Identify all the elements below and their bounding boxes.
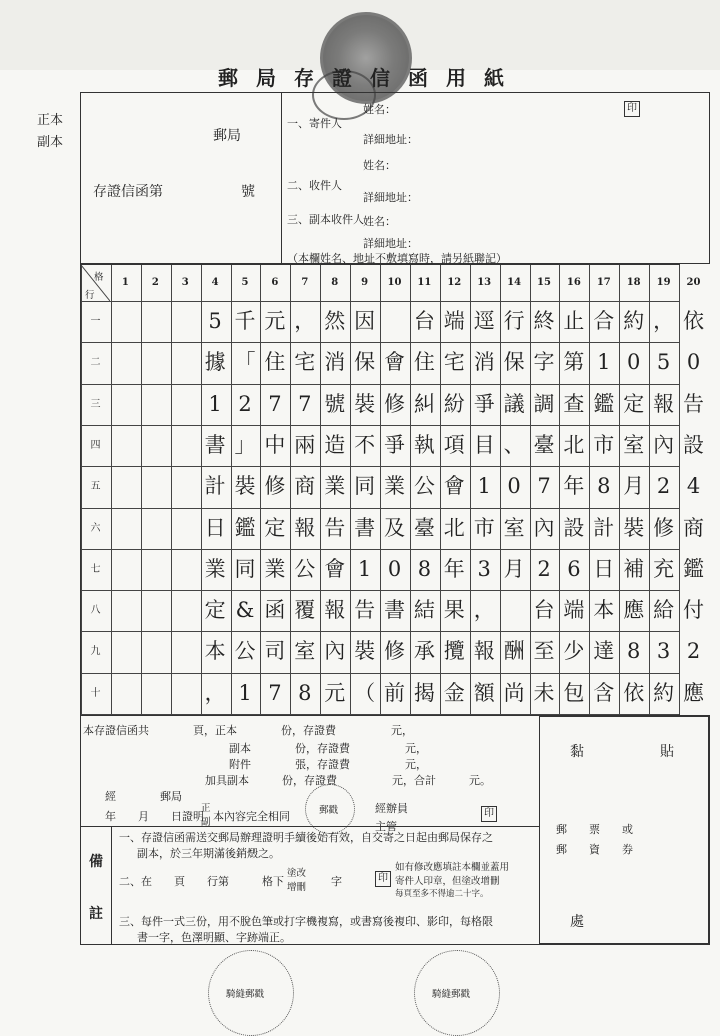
grid-column-header: 11 — [417, 277, 432, 288]
grid-cell: 千 — [234, 309, 256, 333]
grid-cell — [171, 631, 200, 672]
grid-cell: 因 — [354, 309, 376, 333]
grid-cell: 逕 — [473, 309, 495, 333]
grid-cell — [111, 673, 140, 714]
grid-cell: 2 — [238, 391, 252, 416]
grid-cell — [141, 590, 170, 631]
grid-column-header: 19 — [656, 277, 671, 288]
grid-cell: 執 — [413, 432, 435, 457]
grid-cell: 承 — [413, 639, 435, 664]
grid-cell: 報 — [473, 639, 495, 664]
grid-cell: 8 — [298, 680, 312, 705]
stamp-area — [539, 716, 709, 944]
grid-cell: 裝 — [234, 474, 256, 499]
grid-cell: 含 — [593, 680, 615, 705]
grid-cell: （ — [354, 680, 376, 705]
grid-cell: 、 — [503, 432, 525, 457]
grid-cell: 同 — [234, 556, 256, 581]
grid-column-header: 8 — [331, 277, 339, 288]
receiver-name-label: 姓名： — [363, 159, 396, 172]
grid-cell: 商 — [683, 515, 704, 540]
grid-cell: 字 — [533, 350, 555, 375]
seam-seal-left-label: 騎縫郵戳 — [226, 989, 265, 1000]
header-block — [80, 92, 710, 264]
note-3b: 書一字，色澤明顯、字跡端正。 — [137, 931, 291, 944]
grid-cell — [141, 466, 170, 507]
grid-cell: 3 — [656, 639, 671, 664]
grid-row-label: 十 — [90, 687, 101, 699]
grid-cell: 第 — [563, 350, 585, 375]
grid-cell: 裝 — [354, 639, 376, 664]
grid-column-header: 10 — [387, 277, 402, 288]
grid-cell: 計 — [204, 474, 226, 499]
grid-cell — [111, 508, 140, 549]
grid-corner-bottom: 行 — [85, 290, 95, 301]
note-2-word: 字 — [331, 875, 342, 888]
grid-cell: 爭 — [384, 432, 405, 457]
grid-cell: 住 — [264, 350, 286, 375]
grid-cell: 月 — [503, 556, 525, 581]
note-2-tail-a: 如有修改應填註本欄並蓋用 — [395, 862, 510, 873]
grid-cell: 2 — [686, 639, 701, 664]
grid-cell: 住 — [413, 350, 435, 375]
grid-cell: 函 — [264, 598, 286, 623]
grid-cell: 報 — [294, 515, 316, 540]
grid-cell: 公 — [234, 639, 256, 664]
grid-cell: 應 — [683, 680, 704, 705]
grid-cell: 目 — [473, 432, 495, 457]
grid-cell: 鑑 — [683, 556, 704, 581]
grid-cell: 應 — [623, 598, 645, 623]
grid-cell — [171, 508, 200, 549]
count-line-1: 本存證信函共 頁，正本 份，存證費 元， — [83, 724, 413, 737]
grid-cell: 揭 — [413, 680, 435, 705]
grid-cell — [111, 301, 140, 342]
grid-cell: 端 — [563, 598, 585, 623]
grid-column-header: 17 — [596, 277, 611, 288]
grid-row-label: 一 — [90, 316, 101, 327]
grid-cell: 同 — [354, 474, 376, 499]
grid-cell: 付 — [683, 598, 704, 623]
grid-cell — [171, 673, 200, 714]
grid-cell: 室 — [294, 639, 316, 664]
grid-cell — [141, 549, 170, 590]
grid-cell: 保 — [503, 350, 525, 375]
grid-cell: 「 — [234, 350, 256, 375]
grid-cell: ， — [653, 309, 675, 333]
grid-column-header: 5 — [241, 277, 249, 288]
grid-cell: 報 — [653, 391, 675, 416]
grid-cell: 裝 — [623, 515, 645, 540]
grid-cell: 止 — [563, 309, 585, 333]
grid-column-header: 13 — [477, 277, 492, 288]
cert-text: 本內容完全相同 — [213, 810, 290, 823]
grid-cell — [111, 631, 140, 672]
stamp-line-2: 郵 資 券 — [556, 843, 633, 856]
grid-cell: 0 — [507, 474, 521, 499]
grid-cell: 」 — [234, 432, 256, 457]
note-3: 三、每件一式三份，用不脫色筆或打字機複寫，或書寫後複印、影印，每格限 — [119, 915, 493, 928]
grid-column-header: 2 — [151, 277, 159, 288]
grid-row-label: 七 — [90, 563, 101, 575]
grid-cell — [171, 342, 200, 383]
grid-cell: 約 — [653, 680, 675, 705]
letter-grid — [80, 264, 704, 715]
grid-cell: 議 — [503, 391, 525, 416]
cc-name-label: 姓名： — [363, 215, 396, 228]
copy-label: 正本 副本 — [36, 113, 63, 150]
grid-cell: 定 — [204, 598, 226, 623]
grid-cell: 終 — [533, 309, 555, 333]
grid-column-header: 14 — [507, 277, 522, 288]
grid-cell: 約 — [623, 309, 645, 333]
grid-cell: 內 — [533, 515, 555, 540]
grid-cell: 元 — [324, 680, 346, 705]
grid-cell — [111, 466, 140, 507]
grid-cell — [141, 342, 170, 383]
grid-cell — [141, 301, 170, 342]
grid-cell: 告 — [324, 515, 346, 540]
cc-label: 三、副本收件人 — [287, 213, 364, 226]
grid-cell: 查 — [563, 391, 585, 416]
grid-cell: 室 — [623, 432, 645, 457]
grid-cell — [171, 384, 200, 425]
grid-cell: 攬 — [443, 639, 465, 664]
grid-cell: 鑑 — [234, 515, 256, 540]
grid-cell — [380, 301, 409, 342]
grid-row-label: 五 — [90, 481, 101, 493]
stamp-line-1: 郵 票 或 — [556, 823, 633, 836]
grid-cell: 6 — [567, 556, 581, 581]
grid-cell — [171, 590, 200, 631]
grid-cell: 金 — [443, 680, 465, 705]
grid-cell: 紛 — [443, 391, 465, 416]
grid-cell: 覆 — [294, 598, 316, 623]
grid-row-label: 六 — [90, 522, 101, 534]
grid-cell: 會 — [384, 350, 405, 375]
grid-cell — [111, 342, 140, 383]
grid-cell — [111, 590, 140, 631]
grid-cell — [141, 384, 170, 425]
grid-cell: 業 — [264, 556, 286, 581]
grid-column-header: 16 — [566, 277, 581, 288]
note-1: 一、存證信函需送交郵局辦理證明手續後始有效，自交寄之日起由郵局保存之 — [119, 831, 493, 844]
grid-cell: 造 — [324, 432, 346, 457]
grid-column-header: 9 — [361, 277, 369, 288]
grid-cell: 台 — [533, 598, 555, 623]
grid-cell: 告 — [354, 598, 376, 623]
cert-copy: 副 — [201, 817, 211, 828]
grid-cell — [111, 549, 140, 590]
count-line-4: 加具副本 份，存證費 元，合計 元。 — [205, 774, 491, 787]
grid-cell: 公 — [294, 556, 316, 581]
supervisor-label: 主管 — [375, 820, 397, 833]
letter-no-suffix: 號 — [241, 184, 255, 200]
grid-cell: 修 — [264, 474, 286, 499]
postmark-label: 郵戳 — [319, 805, 339, 816]
grid-cell: 端 — [443, 309, 465, 333]
note-2-seal: 印 — [375, 871, 391, 887]
grid-cell: 書 — [204, 432, 226, 457]
grid-cell: 年 — [443, 556, 465, 581]
footer-block — [80, 715, 710, 945]
sender-label: 一、寄件人 — [287, 117, 342, 130]
grid-cell — [141, 673, 170, 714]
grid-cell: 3 — [477, 556, 491, 581]
paste-a: 黏 — [570, 744, 584, 760]
grid-cell — [500, 590, 529, 631]
grid-cell: 業 — [324, 474, 346, 499]
grid-cell: 保 — [354, 350, 376, 375]
handler-seal: 印 — [481, 806, 497, 822]
grid-cell: 8 — [597, 474, 611, 499]
grid-cell: 會 — [324, 556, 346, 581]
grid-column-header: 12 — [447, 277, 462, 288]
grid-cell: 爭 — [473, 391, 495, 416]
grid-cell: 充 — [653, 556, 675, 581]
grid-cell: 月 — [623, 474, 645, 499]
page-title: 郵局存證信函用紙 — [218, 66, 522, 90]
grid-cell: 設 — [683, 432, 704, 457]
grid-column-header: 6 — [271, 277, 279, 288]
grid-column-header: 7 — [301, 277, 309, 288]
grid-cell: 台 — [413, 309, 435, 333]
grid-cell: 年 — [563, 474, 585, 499]
grid-cell: 0 — [627, 350, 641, 375]
post-office-label: 郵局 — [213, 128, 241, 144]
grid-cell: 中 — [264, 432, 286, 457]
grid-cell: ， — [473, 598, 495, 623]
grid-cell: 達 — [593, 639, 615, 664]
grid-cell: 裝 — [354, 391, 376, 416]
grid-cell: 未 — [533, 680, 555, 705]
grid-cell — [141, 425, 170, 466]
grid-cell: ， — [294, 309, 316, 333]
count-line-3: 附件 張，存證費 元， — [229, 758, 427, 771]
grid-cell: 合 — [593, 309, 615, 333]
grid-cell: 臺 — [413, 515, 435, 540]
count-line-2: 副本 份，存證費 元， — [229, 742, 427, 755]
grid-row-label: 二 — [90, 357, 101, 369]
grid-cell: 書 — [384, 598, 405, 623]
grid-cell: 日 — [593, 556, 615, 581]
grid-cell: 5 — [208, 309, 222, 333]
grid-cell: 消 — [473, 350, 495, 375]
grid-column-header: 1 — [121, 277, 129, 288]
grid-cell: 依 — [683, 309, 704, 333]
grid-cell: 定 — [264, 515, 286, 540]
grid-cell: 給 — [653, 598, 675, 623]
grid-cell: 額 — [473, 680, 495, 705]
grid-cell: 1 — [597, 350, 611, 375]
cc-address-label: 詳細地址： — [363, 237, 418, 250]
grid-cell: 7 — [298, 391, 312, 416]
grid-cell: 及 — [384, 515, 405, 540]
notes-area — [81, 826, 540, 944]
note-1b: 副本，於三年期滿後銷燬之。 — [137, 847, 280, 860]
grid-cell: 1 — [208, 391, 222, 416]
grid-cell: 宅 — [294, 350, 316, 375]
grid-cell: 然 — [324, 309, 346, 333]
grid-row-label: 九 — [90, 646, 101, 658]
grid-cell: 書 — [354, 515, 376, 540]
note-2-mid-a: 塗改 — [287, 868, 307, 879]
stamp-place: 處 — [570, 914, 584, 930]
grid-cell: 包 — [563, 680, 585, 705]
grid-cell: 本 — [204, 639, 226, 664]
grid-cell: 7 — [537, 474, 551, 499]
sender-address-label: 詳細地址： — [363, 133, 418, 146]
grid-cell: 4 — [686, 474, 701, 499]
grid-cell: 修 — [384, 639, 405, 664]
grid-cell: 前 — [384, 680, 405, 705]
grid-cell: 1 — [238, 680, 252, 705]
grid-cell: 據 — [204, 350, 226, 375]
grid-cell — [171, 466, 200, 507]
grid-cell: 1 — [357, 556, 372, 581]
grid-column-header: 20 — [686, 277, 701, 288]
grid-cell: 補 — [623, 556, 645, 581]
grid-cell: 內 — [653, 432, 675, 457]
grid-cell: 商 — [294, 474, 316, 499]
grid-cell — [171, 549, 200, 590]
grid-cell: 0 — [686, 350, 701, 375]
grid-cell — [141, 631, 170, 672]
grid-cell: 項 — [443, 432, 465, 457]
grid-cell: 告 — [683, 391, 704, 416]
grid-cell: 修 — [384, 391, 405, 416]
grid-cell — [111, 384, 140, 425]
grid-column-header: 15 — [537, 277, 551, 288]
grid-cell: 修 — [653, 515, 675, 540]
seam-seal-right-label: 騎縫郵戳 — [432, 989, 471, 1000]
grid-cell: 7 — [268, 391, 282, 416]
grid-cell: 司 — [264, 639, 286, 664]
grid-row-label: 三 — [90, 398, 101, 410]
date-line: 年 月 日證明 — [105, 810, 204, 823]
grid-cell: 本 — [593, 598, 615, 623]
grid-cell: 內 — [324, 639, 346, 664]
grid-cell: 市 — [473, 515, 495, 540]
grid-cell: 業 — [384, 474, 405, 499]
grid-cell: 8 — [417, 556, 432, 581]
sender-seal: 印 — [624, 101, 640, 117]
receiver-label: 二、收件人 — [287, 179, 342, 192]
grid-cell: 設 — [563, 515, 585, 540]
grid-cell: 兩 — [294, 432, 316, 457]
grid-row-label: 四 — [90, 439, 101, 451]
grid-cell: 元 — [264, 309, 286, 333]
grid-cell: 7 — [268, 680, 282, 705]
grid-cell — [111, 425, 140, 466]
grid-corner-top: 格 — [94, 272, 104, 283]
grid-row-label: 八 — [90, 605, 101, 617]
grid-cell: 糾 — [413, 391, 435, 416]
grid-cell: 酬 — [503, 639, 525, 664]
grid-cell: 會 — [443, 474, 465, 499]
paste-b: 貼 — [660, 744, 674, 760]
grid-cell: 室 — [503, 515, 525, 540]
grid-cell: 0 — [387, 556, 402, 581]
grid-cell — [171, 301, 200, 342]
grid-cell: 尚 — [503, 680, 525, 705]
grid-cell: 不 — [354, 432, 376, 457]
grid-cell: 8 — [627, 639, 641, 664]
notes-title-a: 備 — [89, 854, 103, 870]
grid-cell: 業 — [204, 556, 226, 581]
header-note: （本欄姓名、地址不敷填寫時，請另紙聯記） — [287, 252, 507, 265]
grid-cell: 市 — [593, 432, 615, 457]
grid-column-header: 18 — [626, 277, 641, 288]
note-2-mid-b: 增刪 — [287, 882, 307, 893]
grid-cell: 宅 — [443, 350, 465, 375]
grid-cell: 消 — [324, 350, 346, 375]
grid-cell: 2 — [656, 474, 671, 499]
grid-cell: 行 — [503, 309, 525, 333]
grid-cell: 報 — [324, 598, 346, 623]
grid-cell: 臺 — [533, 432, 555, 457]
grid-cell: 少 — [563, 639, 585, 664]
note-2: 二、在 頁 行第 格下 — [119, 875, 284, 888]
grid-cell: 果 — [443, 598, 465, 623]
grid-cell: 公 — [413, 474, 435, 499]
note-2-tail-b: 寄件人印章，但塗改增刪 — [395, 876, 500, 887]
sender-name-label: 姓名： — [363, 103, 396, 116]
grid-cell: 日 — [204, 515, 226, 540]
letter-no-prefix: 存證信函第 — [93, 184, 163, 200]
grid-column-header: 3 — [181, 277, 189, 288]
grid-cell: 1 — [477, 474, 491, 499]
grid-cell: 結 — [413, 598, 435, 623]
grid-cell: ， — [204, 680, 226, 705]
grid-cell: 計 — [593, 515, 615, 540]
grid-cell: 依 — [623, 680, 645, 705]
note-2-tail-c: 每頁至多不得逾二十字。 — [395, 889, 489, 899]
grid-cell: 至 — [533, 639, 555, 664]
grid-cell — [171, 425, 200, 466]
grid-column-header: 4 — [211, 277, 219, 288]
grid-cell: 北 — [563, 432, 585, 457]
grid-cell — [141, 508, 170, 549]
postoffice-line: 經 郵局 — [105, 790, 182, 803]
grid-cell: 2 — [537, 556, 551, 581]
grid-cell: 號 — [324, 391, 346, 416]
handler-label: 經辦員 — [375, 802, 408, 815]
notes-title-b: 註 — [89, 906, 103, 922]
grid-cell: 定 — [623, 391, 645, 416]
grid-cell: & — [235, 598, 255, 623]
grid-cell: 5 — [656, 350, 671, 375]
grid-cell: 鑑 — [593, 391, 615, 416]
cert-original: 正 — [201, 803, 211, 814]
grid-cell: 北 — [443, 515, 465, 540]
receiver-address-label: 詳細地址： — [363, 191, 418, 204]
grid-cell: 調 — [533, 391, 555, 416]
